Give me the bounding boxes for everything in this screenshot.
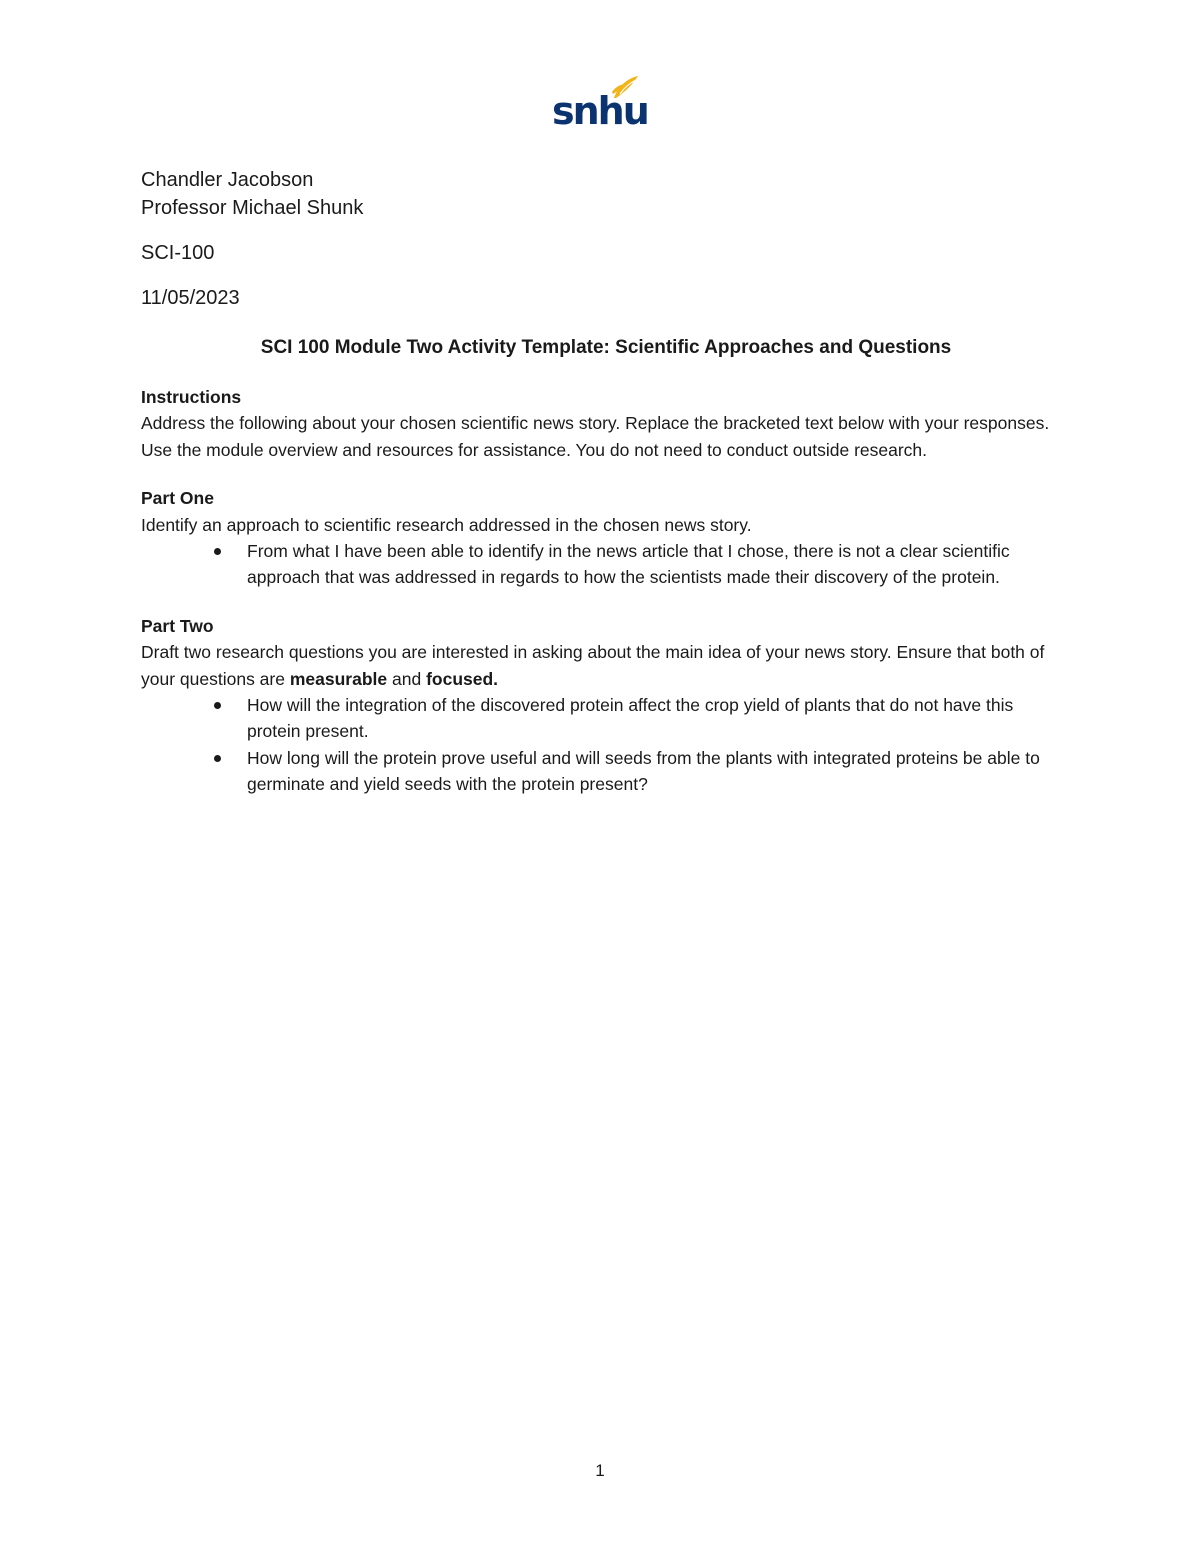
part-one-heading: Part One: [141, 488, 214, 509]
part-one-response: From what I have been able to identify in the news article that I chose, there is not a clear scientific approach that was addressed in regards to how the scientists made their discovery of the protein.: [247, 541, 1010, 588]
part-two-heading: Part Two: [141, 615, 214, 636]
instructions-text: Address the following about your chosen scientific news story. Replace the bracketed text below with your responses. Use the module overview and resources for assistance. You do not need to conduct outside research.: [141, 413, 1050, 460]
logo-wordmark: snhu: [552, 89, 648, 133]
document-body: [141, 166, 1071, 798]
part-two-response-1: How will the integration of the discovered protein affect the crop yield of plants that do not have this protein present.: [247, 695, 1014, 742]
part-two-response-list: [141, 692, 1067, 798]
student-name: Chandler Jacobson: [141, 169, 314, 191]
snhu-logo: [552, 74, 648, 134]
list-item: [247, 538, 1067, 591]
bullet-icon: [214, 755, 221, 762]
focused-emphasis: focused: [426, 668, 494, 689]
part-two-prompt-and: and: [387, 668, 427, 689]
part-two-response-2: How long will the protein prove useful and will seeds from the plants with integrated proteins be able to germinate and yield seeds with the protein present?: [247, 747, 1040, 795]
part-one-response-list: [141, 538, 1067, 591]
professor-name: Professor Michael Shunk: [141, 197, 364, 219]
part-two-prompt-end: .: [493, 668, 499, 689]
part-one-prompt: Identify an approach to scientific research addressed in the chosen news story.: [141, 514, 752, 535]
page-number: 1: [595, 1461, 605, 1480]
date: 11/05/2023: [141, 287, 240, 309]
list-item: [247, 692, 1067, 745]
document-title: SCI 100 Module Two Activity Template: Scientific Approaches and Questions: [260, 337, 952, 358]
course-code: SCI-100: [141, 242, 215, 264]
bullet-icon: [214, 702, 221, 709]
bullet-icon: [214, 548, 221, 555]
measurable-emphasis: measurable: [289, 668, 388, 689]
part-two-prompt-text: Draft two research questions you are interested in asking about the main idea of your news story. Ensure that both of your questions are: [141, 642, 1045, 689]
instructions-heading: Instructions: [141, 387, 242, 407]
part-two-prompt: [141, 639, 1071, 692]
list-item: [247, 745, 1067, 798]
